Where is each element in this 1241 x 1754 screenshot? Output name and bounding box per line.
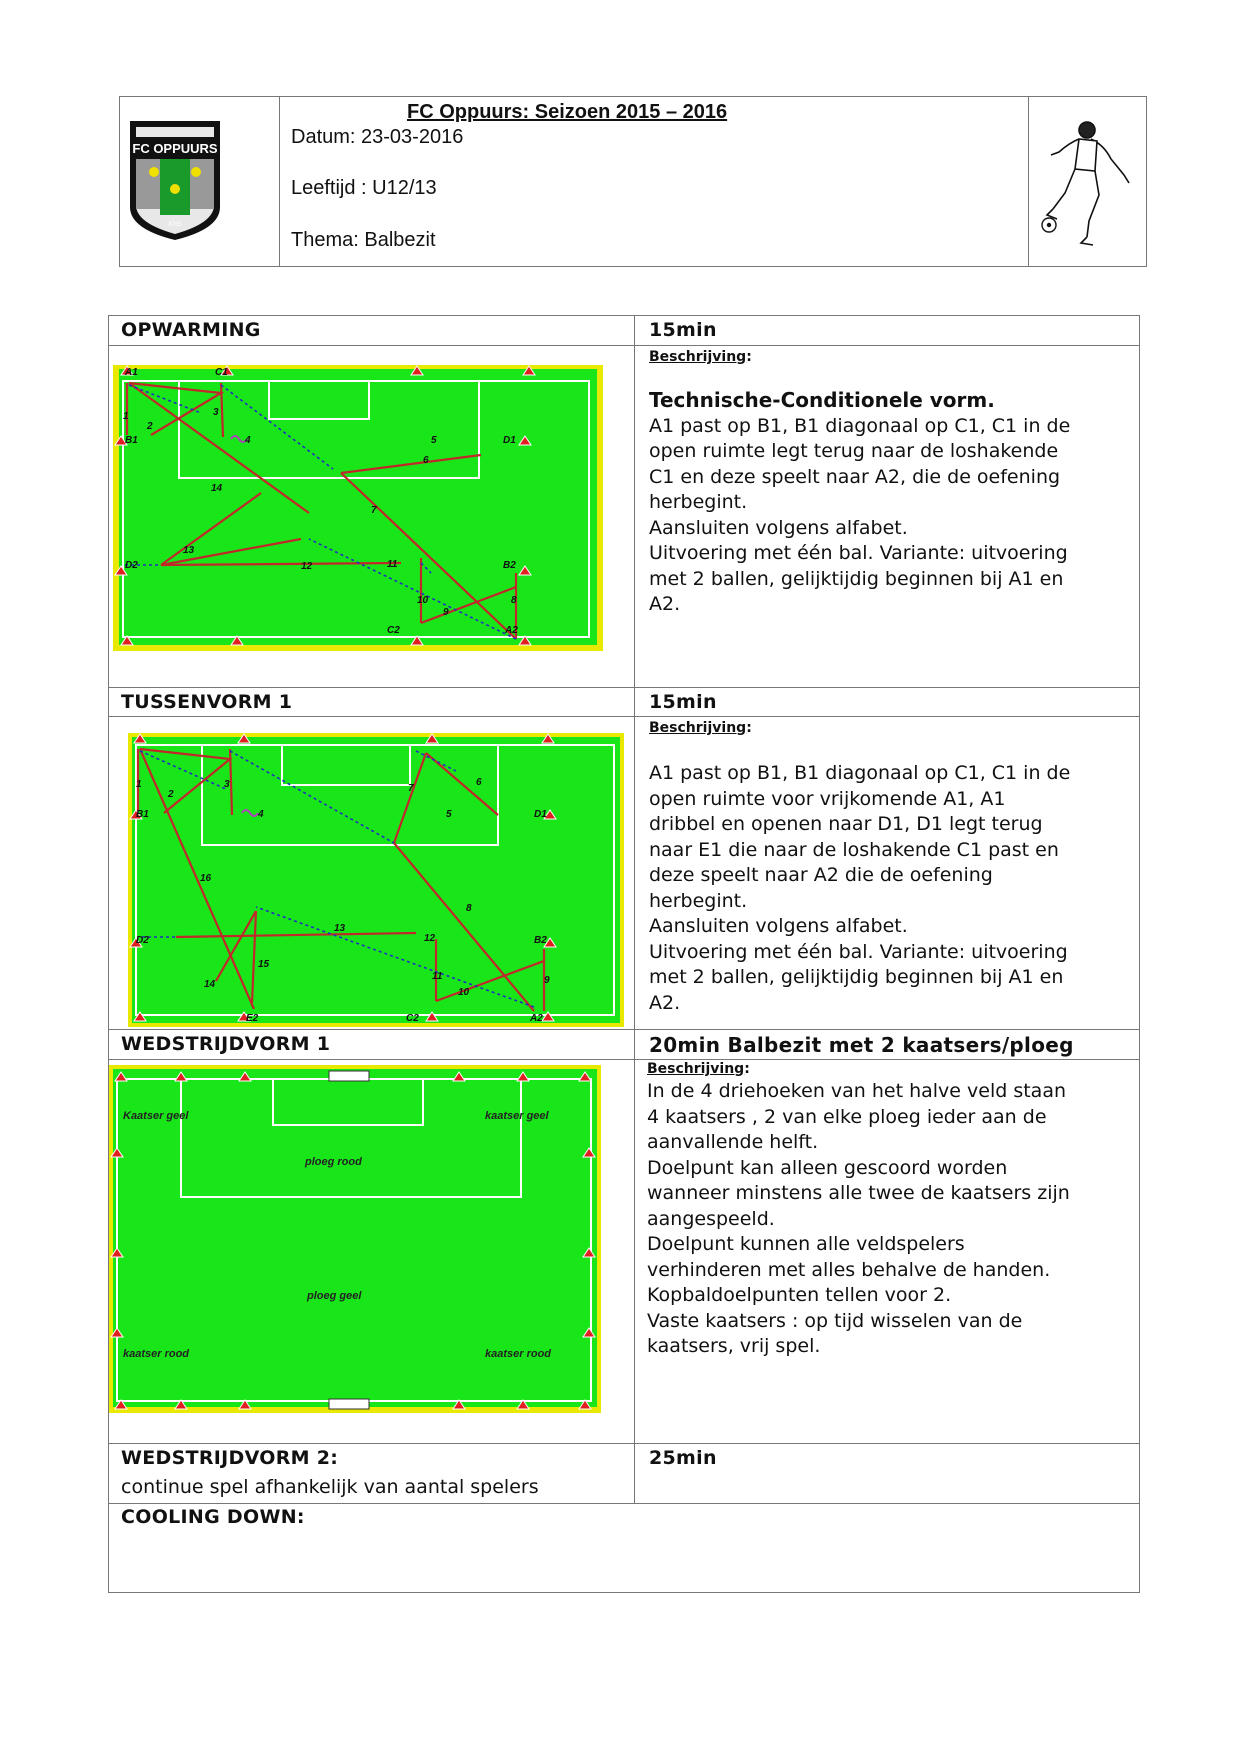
header-table: [119, 96, 1147, 267]
flower-icon: [170, 184, 180, 194]
desc-line: met 2 ballen, gelijktijdig beginnen bij A1 en: [649, 567, 1064, 590]
desc-line: 4 kaatsers , 2 van elke ploeg ieder aan de: [647, 1105, 1047, 1128]
svg-text:A2: A2: [530, 1013, 543, 1024]
desc-line: kaatsers, vrij spel.: [647, 1335, 821, 1357]
svg-text:2: 2: [147, 421, 153, 432]
opwarming-title: OPWARMING: [121, 319, 261, 341]
desc-line: naar E1 die naar de loshakende C1 past en: [649, 838, 1059, 861]
opwarming-heading: Technische-Conditionele vorm.: [649, 388, 995, 412]
row-line: [109, 1443, 1139, 1444]
svg-text:B1: B1: [125, 435, 138, 446]
svg-text:4: 4: [258, 809, 264, 820]
tussenvorm-beschrijving-label: Beschrijving:: [649, 720, 752, 736]
flower-icon: [149, 167, 159, 177]
desc-line: Aansluiten volgens alfabet.: [649, 516, 908, 539]
svg-text:8: 8: [466, 903, 472, 914]
svg-text:4: 4: [245, 435, 251, 446]
datum-line: Datum: 23-03-2016: [291, 126, 464, 148]
svg-text:8: 8: [511, 595, 517, 606]
desc-line: aangespeeld.: [647, 1207, 775, 1230]
svg-text:10: 10: [417, 595, 429, 606]
svg-text:16: 16: [200, 873, 212, 884]
desc-line: Uitvoering met één bal. Variante: uitvoering: [649, 940, 1068, 963]
svg-text:6: 6: [476, 777, 482, 788]
svg-text:6: 6: [423, 455, 429, 466]
wedstrijd1-field-diagram: [109, 1065, 601, 1413]
svg-text:11: 11: [387, 559, 398, 570]
svg-text:D1: D1: [534, 809, 547, 820]
svg-text:10: 10: [458, 987, 470, 998]
svg-text:7: 7: [408, 783, 414, 794]
flower-icon: [191, 167, 201, 177]
svg-text:B1: B1: [136, 809, 149, 820]
opwarming-beschrijving-label: Beschrijving:: [649, 349, 752, 365]
desc-line: Kopbaldoelpunten tellen voor 2.: [647, 1284, 952, 1306]
svg-text:2: 2: [168, 789, 174, 800]
desc-line: C1 en deze speelt naar A2, die de oefening: [649, 465, 1061, 488]
leeftijd-line: Leeftijd : U12/13: [291, 177, 437, 199]
row-line: [109, 1503, 1139, 1504]
svg-text:A1: A1: [125, 367, 138, 378]
football-player-icon: [1029, 97, 1146, 266]
desc-line: A2.: [649, 991, 681, 1014]
goal-bottom-icon: [329, 1399, 369, 1409]
desc-line: A1 past op B1, B1 diagonaal op C1, C1 in de: [649, 414, 1071, 437]
desc-line: dribbel en openen naar D1, D1 legt terug: [649, 813, 1043, 835]
svg-text:11: 11: [432, 971, 443, 982]
desc-line: A2.: [649, 593, 681, 615]
opwarming-duration: 15min: [649, 319, 717, 341]
tussenvorm-field-diagram: [126, 731, 626, 1029]
svg-text:5: 5: [431, 435, 437, 446]
wedstrijd2-subtitle: continue spel afhankelijk van aantal spelers: [121, 1476, 539, 1498]
wedstrijd1-description: [647, 1079, 1107, 1360]
ploeg-rood-label: ploeg rood: [305, 1156, 362, 1168]
svg-text:14: 14: [211, 483, 223, 494]
svg-text:C1: C1: [215, 367, 228, 378]
kaatser-rood-left-label: kaatser rood: [123, 1348, 190, 1360]
svg-text:9: 9: [544, 975, 550, 986]
opwarming-description: [649, 388, 1109, 618]
kaatser-geel-left-label: Kaatser geel: [123, 1110, 189, 1122]
logo-cell: [120, 97, 280, 266]
svg-text:12: 12: [301, 561, 313, 572]
svg-text:9: 9: [443, 607, 449, 618]
cooling-title: COOLING DOWN:: [121, 1506, 305, 1528]
tussenvorm-title: TUSSENVORM 1: [121, 691, 293, 713]
kaatser-rood-right-label: kaatser rood: [485, 1348, 552, 1360]
opwarming-field-diagram: [111, 363, 605, 653]
page-title: FC Oppuurs: Seizoen 2015 – 2016: [407, 101, 728, 123]
svg-text:D2: D2: [136, 935, 149, 946]
tussenvorm-duration: 15min: [649, 691, 717, 713]
svg-text:5: 5: [446, 809, 452, 820]
svg-text:D2: D2: [125, 560, 138, 571]
row-line: [109, 1029, 1139, 1030]
svg-text:FC OPPUURS: FC OPPUURS: [132, 141, 218, 156]
svg-text:7: 7: [371, 505, 377, 516]
svg-text:E2: E2: [246, 1013, 259, 1024]
svg-text:D1: D1: [503, 435, 516, 446]
desc-line: Uitvoering met één bal. Variante: uitvoering: [649, 542, 1068, 564]
club-logo: [120, 97, 279, 266]
svg-text:1: 1: [123, 411, 129, 422]
svg-text:B2: B2: [534, 935, 547, 946]
wedstrijd1-duration: 20min Balbezit met 2 kaatsers/ploeg: [649, 1033, 1074, 1057]
training-table: [108, 315, 1140, 1593]
desc-line: Aansluiten volgens alfabet.: [649, 915, 908, 937]
desc-line: herbegint.: [649, 889, 748, 912]
row-line: [109, 687, 1139, 688]
svg-text:13: 13: [183, 545, 195, 556]
svg-text:C2: C2: [406, 1013, 419, 1024]
desc-line: met 2 ballen, gelijktijdig beginnen bij A1 en: [649, 966, 1064, 988]
desc-line: A1 past op B1, B1 diagonaal op C1, C1 in de: [649, 762, 1071, 784]
desc-line: Doelpunt kunnen alle veldspelers: [647, 1233, 965, 1255]
tussenvorm-description: [649, 761, 1109, 1016]
kaatser-geel-right-label: kaatser geel: [485, 1110, 549, 1122]
desc-line: In de 4 driehoeken van het halve veld staan: [647, 1080, 1067, 1102]
svg-text:13: 13: [334, 923, 346, 934]
desc-line: herbegint.: [649, 491, 748, 513]
row-line: [109, 716, 1139, 717]
thema-line: Thema: Balbezit: [291, 229, 436, 251]
svg-text:15: 15: [258, 959, 270, 970]
desc-line: deze speelt naar A2 die de oefening: [649, 864, 993, 886]
svg-text:A2: A2: [505, 625, 518, 636]
desc-line: aanvallende helft.: [647, 1131, 819, 1153]
row-line: [109, 1059, 1139, 1060]
svg-text:3: 3: [224, 779, 230, 790]
desc-line: Doelpunt kan alleen gescoord worden: [647, 1156, 1008, 1179]
wedstrijd2-title: WEDSTRIJDVORM 2:: [121, 1447, 339, 1469]
desc-line: open ruimte legt terug naar de loshakende: [649, 440, 1059, 462]
svg-text:C2: C2: [387, 625, 400, 636]
svg-text:12: 12: [424, 933, 436, 944]
wedstrijd1-beschrijving-label: Beschrijving:: [647, 1061, 750, 1077]
desc-line: verhinderen met alles behalve de handen.: [647, 1258, 1051, 1281]
svg-text:3: 3: [213, 407, 219, 418]
column-divider: [634, 316, 635, 1503]
desc-line: Vaste kaatsers : op tijd wisselen van de: [647, 1309, 1023, 1332]
ploeg-geel-label: ploeg geel: [307, 1290, 362, 1302]
row-line: [109, 345, 1139, 346]
player-image-cell: [1028, 97, 1146, 266]
svg-text:8765: 8765: [168, 222, 182, 228]
desc-line: open ruimte voor vrijkomende A1, A1: [649, 787, 1006, 810]
wedstrijd1-title: WEDSTRIJDVORM 1: [121, 1033, 331, 1055]
svg-text:B2: B2: [503, 560, 516, 571]
wedstrijd2-duration: 25min: [649, 1447, 717, 1469]
svg-text:1: 1: [136, 779, 142, 790]
desc-line: wanneer minstens alle twee de kaatsers zijn: [647, 1182, 1070, 1204]
svg-text:14: 14: [204, 979, 216, 990]
goal-top-icon: [329, 1071, 369, 1081]
